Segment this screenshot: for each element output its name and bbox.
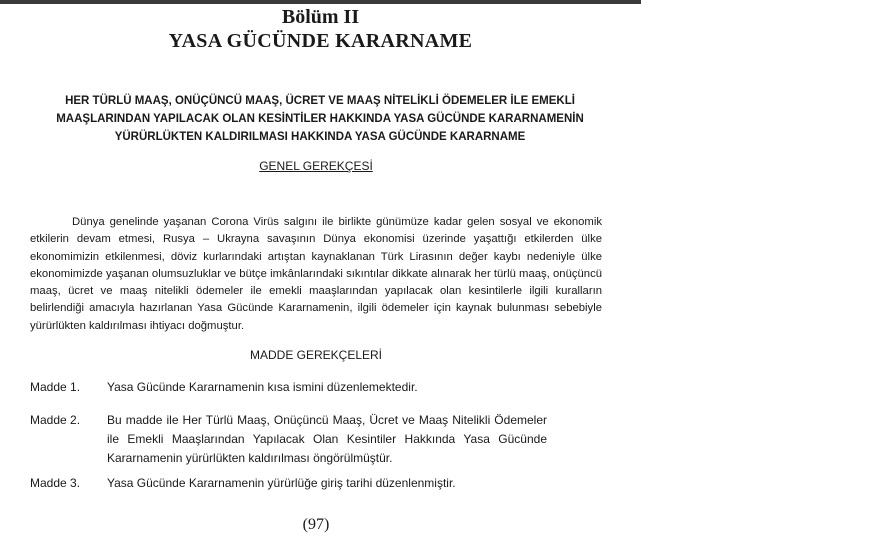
decree-subject: [40, 92, 600, 146]
articles-title: MADDE GEREKÇELERİ: [249, 348, 383, 362]
page-number: (97): [302, 516, 330, 533]
article-number: Madde 1.: [30, 380, 81, 394]
article-text: Yasa Gücünde Kararnamenin yürürlüğe giriş tarihi düzenlenmiştir.: [107, 476, 456, 490]
part-title: Bölüm II: [281, 6, 360, 28]
subject-line: HER TÜRLÜ MAAŞ, ONÜÇÜNCÜ MAAŞ, ÜCRET VE MAAŞ NİTELİKLİ ÖDEMELER İLE EMEKLİ: [65, 95, 575, 107]
article-text: Yasa Gücünde Kararnamenin kısa ismini düzenlemektedir.: [107, 380, 418, 394]
article-text: Bu madde ile Her Türlü Maaş, Onüçüncü Maaş, Ücret ve Maaş Nitelikli Ödemeler ile Emekli Maaşlarından Yapılacak Olan Kesintiler Hakkında Yasa Gücünde Kararnamenin yürürlükten kaldırılması öngörülmüştür.: [107, 413, 547, 465]
general-reasoning-paragraph: Dünya genelinde yaşanan Corona Virüs salgını ile birlikte günümüze kadar gelen sosyal ve ekonomik etkilerin devam etmesi, Rusya – Ukrayna savaşının Dünya ekonomisi üzerinde yaşattığı etkilerden ülke ekonomimizin etkilenmesi, döviz kurlarındaki artıştan kaynaklanan Türk Lirasının değer kaybı nedeniyle ülke ekonomimizde yaşanan olumsuzluklar ve bütçe imkânlarındaki sıkıntılar dikkate alınarak her türlü maaş, onüçüncü maaş, ücret ve maaş nitelikli ödemeler ile emekli maaşlarından yapılacak olan kesintilerle ilgili kuralların belirlendiği amacıyla hazırlanan Yasa Gücünde Kararnamenin, ilgili ödemeler için kaynak bulunması sebebiyle yürürlükten kaldırılması ihtiyacı doğmuştur.: [30, 216, 602, 332]
top-border: [0, 0, 641, 4]
article-number: Madde 3.: [30, 476, 81, 490]
document-heading: YASA GÜCÜNDE KARARNAME: [168, 30, 473, 52]
article-number: Madde 2.: [30, 413, 81, 427]
subject-line: YÜRÜRLÜKTEN KALDIRILMASI HAKKINDA YASA GÜCÜNDE KARARNAME: [114, 131, 526, 143]
subject-line: MAAŞLARINDAN YAPILACAK OLAN KESİNTİLER HAKKINDA YASA GÜCÜNDE KARARNAMENİN: [56, 113, 584, 125]
general-reasoning-title: GENEL GEREKÇESİ: [259, 159, 373, 173]
